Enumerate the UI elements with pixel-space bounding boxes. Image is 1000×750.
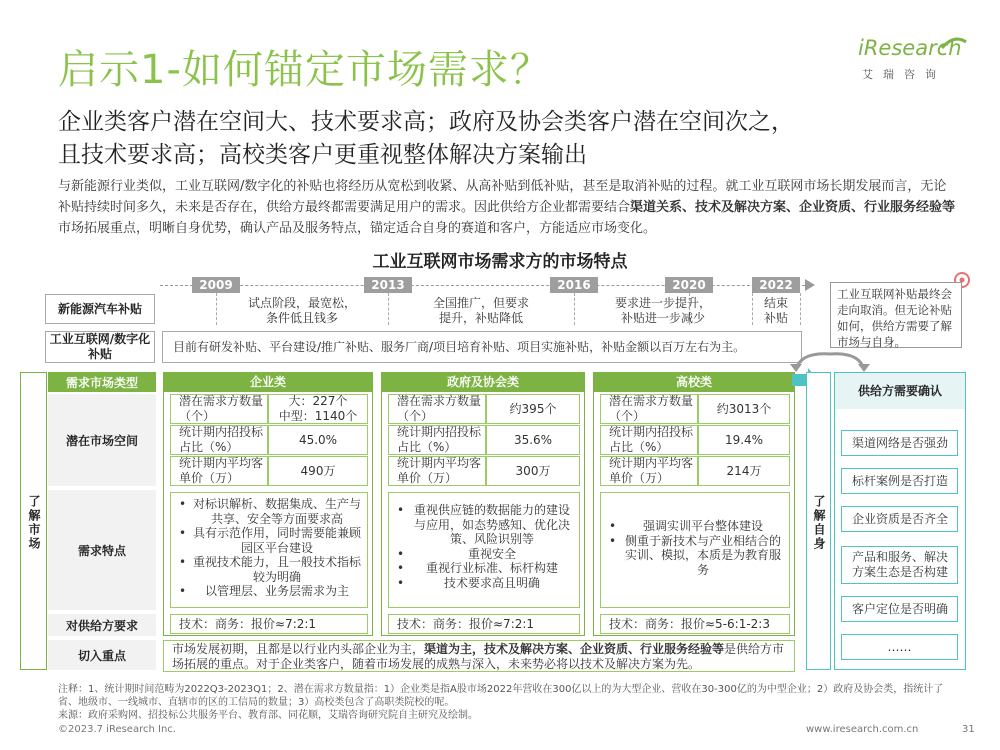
column-header-university: 高校类 bbox=[593, 372, 795, 392]
metric-label: 统计期内招投标占比（%） bbox=[388, 425, 486, 455]
phase-line: 条件低且钱多 bbox=[265, 311, 338, 325]
entry-bold: 渠道为主，技术及解决方案、企业资质、行业服务经验等 bbox=[424, 642, 725, 656]
iresearch-logo bbox=[858, 36, 970, 84]
metric-label: 统计期内平均客单价（万） bbox=[170, 456, 268, 486]
headline-line-1: 企业类客户潜在空间大、技术要求高；政府及协会类客户潜在空间次之， bbox=[58, 109, 794, 135]
metric-value: 大：227个 中型：1140个 bbox=[268, 394, 368, 424]
entry-text-2: 是供给方市场拓展的重点。对于企业类客户，随着市场发展的成熟与深入，未来势必将以技术及解决方案为先。 bbox=[172, 642, 785, 671]
intro-text-1: 与新能源行业类似，工业互联网/数字化的补贴也将经历从宽松到收紧、从高补贴到低补贴，甚至是取消补贴的过程。就工业互联网市场长期发展而言，无论补贴持续时间多久，未来是否存在，供给方最终都需要满足用户的需求。因此供给方企业都需要结合 bbox=[58, 179, 947, 215]
intro-bold: 渠道关系、技术及解决方案、企业资质、行业服务经验等 bbox=[630, 200, 956, 215]
footnote-source: 来源：政府采购网、招投标公共服务平台、教育部、同花顺，艾瑞咨询研究院自主研究及绘制。 bbox=[58, 710, 478, 721]
confirm-item: 客户定位是否明确 bbox=[841, 596, 958, 622]
metric-value: 约3013个 bbox=[698, 394, 790, 424]
phase-2022 bbox=[752, 296, 800, 326]
year-2013: 2013 bbox=[364, 277, 412, 293]
row-supply: 对供给方要求 bbox=[48, 614, 156, 636]
intro-paragraph bbox=[58, 176, 958, 239]
copyright: ©2023.7 iResearch Inc. bbox=[58, 724, 176, 735]
metric-value: 45.0% bbox=[268, 425, 368, 455]
website-link[interactable]: www.iresearch.com.cn bbox=[806, 724, 919, 735]
iiot-subsidy-text: 目前有研发补贴、平台建设/推广补贴、服务厂商/项目培育补贴、项目实施补贴，补贴金额以百万左右为主。 bbox=[162, 331, 802, 363]
confirm-item: 产品和服务、解决方案生态是否构建 bbox=[841, 546, 958, 584]
metric-label: 潜在需求方数量（个） bbox=[388, 394, 486, 424]
confirm-item: 标杆案例是否打造 bbox=[841, 468, 958, 494]
metric-label: 统计期内招投标占比（%） bbox=[600, 425, 698, 455]
feature-item: • 以管理层、业务层需求为主 bbox=[179, 584, 361, 599]
page-number: 31 bbox=[962, 724, 975, 735]
phase-line: 试点阶段，最宽松， bbox=[247, 296, 356, 310]
phase-line: 补贴 bbox=[763, 311, 788, 325]
supply-university: 技术：商务：报价≈5-6:1-2:3 bbox=[600, 614, 790, 634]
phase-2013 bbox=[388, 296, 574, 326]
confirm-header: 供给方需要确认 bbox=[835, 373, 965, 409]
understand-self-label: 了解自身 bbox=[812, 495, 826, 551]
supply-government: 技术：商务：报价≈7:2:1 bbox=[388, 614, 580, 634]
row-label-nev-subsidy: 新能源汽车补贴 bbox=[45, 294, 155, 324]
intro-text-2: 市场拓展重点，明晰自身优势，确认产品及服务特点，锚定适合自身的赛道和客户，方能适应市场变化。 bbox=[58, 221, 657, 236]
feature-item: • 重视供应链的数据能力的建设与应用，如态势感知、优化决策、风险识别等 bbox=[397, 503, 573, 547]
metric-label: 统计期内平均客单价（万） bbox=[600, 456, 698, 486]
feature-item: • 具有示范作用，同时需要能兼顾园区平台建设 bbox=[179, 526, 361, 555]
feature-item: • 侧重于新技术与产业相结合的实训、模拟，本质是为教育服务 bbox=[609, 534, 783, 578]
confirm-item: 渠道网络是否强劲 bbox=[841, 430, 958, 456]
timeline-divider bbox=[800, 293, 801, 325]
headline bbox=[58, 106, 958, 172]
metric-value: 19.4% bbox=[698, 425, 790, 455]
feature-item: • 强调实训平台整体建设 bbox=[609, 519, 783, 534]
phase-2016 bbox=[574, 296, 752, 326]
footnote-notes: 注释：1、统计期时间范畴为2022Q3-2023Q1；2、潜在需求方数量指：1）企业类是指A股市场2022年营收在300亿以上的为大型企业、营收在30-300亿的为中型企业；2）政府及协会类，指统计了省、地级市、一线城市、直辖市的区的工信局的数量；3）高校类包含了高职类院校的呢。 bbox=[58, 684, 944, 708]
row-potential: 潜在市场空间 bbox=[48, 394, 156, 486]
logo-text: iResearch bbox=[858, 36, 962, 60]
feature-item: • 对标识解析、数据集成、生产与共享、安全等方面要求高 bbox=[179, 497, 361, 526]
page-title: 启示1-如何锚定市场需求？ bbox=[58, 47, 551, 93]
understand-market-label: 了解市场 bbox=[27, 495, 41, 551]
headline-line-2: 且技术要求高；高校类客户更重视整体解决方案输出 bbox=[58, 142, 587, 168]
column-header-enterprise: 企业类 bbox=[163, 372, 373, 392]
phase-line: 提升，补贴降低 bbox=[438, 311, 523, 325]
feature-item: • 重视技术能力，且一般技术指标较为明确 bbox=[179, 555, 361, 584]
metric-value: 35.6% bbox=[486, 425, 580, 455]
metric-label: 潜在需求方数量（个） bbox=[600, 394, 698, 424]
understand-self-tag bbox=[806, 372, 831, 670]
row-features: 需求特点 bbox=[48, 490, 156, 610]
metric-value: 300万 bbox=[486, 456, 580, 486]
confirm-item: 企业资质是否齐全 bbox=[841, 506, 958, 532]
metric-value: 490万 bbox=[268, 456, 368, 486]
phase-line: 结束 bbox=[763, 296, 788, 310]
chart-title: 工业互联网市场需求方的市场特点 bbox=[372, 252, 628, 272]
features-list-university bbox=[600, 492, 790, 608]
phase-line: 补贴进一步减少 bbox=[620, 311, 705, 325]
metric-value: 214万 bbox=[698, 456, 790, 486]
column-header-government: 政府及协会类 bbox=[381, 372, 585, 392]
supply-enterprise: 技术：商务：报价≈7:2:1 bbox=[170, 614, 368, 634]
phase-2009 bbox=[216, 296, 388, 326]
entry-text-1: 市场发展初期，且都是以行业内头部企业为主， bbox=[172, 642, 425, 656]
metric-label: 统计期内平均客单价（万） bbox=[388, 456, 486, 486]
metric-label: 统计期内招投标占比（%） bbox=[170, 425, 268, 455]
metric-label: 潜在需求方数量（个） bbox=[170, 394, 268, 424]
year-2022: 2022 bbox=[752, 277, 800, 293]
timeline-arrow-icon bbox=[805, 279, 815, 291]
feature-item: • 重视安全 bbox=[397, 547, 573, 562]
year-2016: 2016 bbox=[550, 277, 598, 293]
feature-item: • 技术要求高且明确 bbox=[397, 576, 573, 591]
features-list-enterprise bbox=[170, 492, 368, 608]
footnote bbox=[58, 683, 958, 722]
phase-line: 要求进一步提升， bbox=[614, 296, 711, 310]
phase-line: 全国推广，但要求 bbox=[432, 296, 529, 310]
year-2009: 2009 bbox=[192, 277, 240, 293]
row-entry: 切入重点 bbox=[48, 640, 156, 670]
logo-subtext: 艾瑞咨询 bbox=[862, 68, 946, 81]
understand-market-tag bbox=[20, 372, 47, 670]
confirm-panel bbox=[834, 372, 966, 670]
features-list-government bbox=[388, 492, 580, 608]
subsidy-callout: 工业互联网补贴最终会走向取消。但无论补贴如何，供给方需要了解市场与自身。 bbox=[830, 282, 962, 348]
confirm-item: …… bbox=[841, 634, 958, 660]
feature-item: • 重视行业标准、标杆构建 bbox=[397, 561, 573, 576]
row-label-iiot-subsidy: 工业互联网/数字化补贴 bbox=[45, 331, 155, 363]
type-header: 需求市场类型 bbox=[48, 372, 156, 392]
metric-value: 约395个 bbox=[486, 394, 580, 424]
entry-text bbox=[163, 640, 795, 672]
year-2020: 2020 bbox=[665, 277, 713, 293]
